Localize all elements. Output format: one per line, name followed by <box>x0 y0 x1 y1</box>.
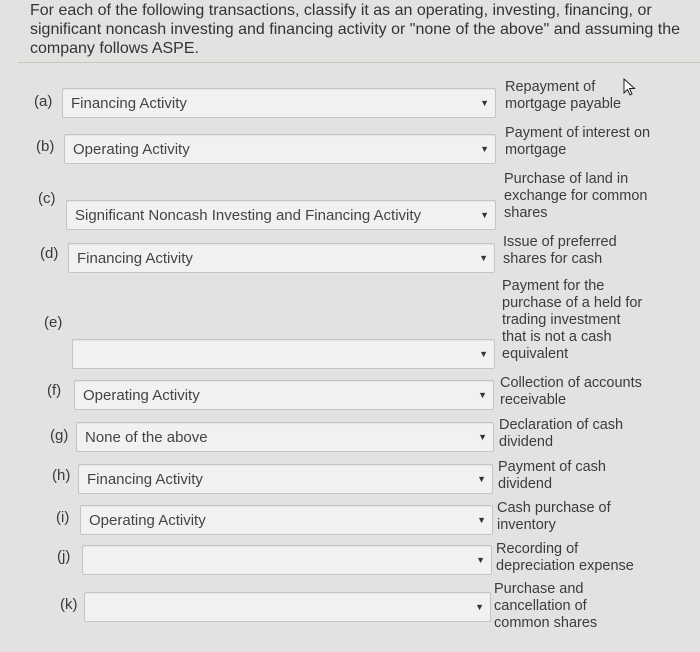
chevron-down-icon: ▼ <box>479 253 488 263</box>
chevron-down-icon: ▼ <box>475 602 484 612</box>
transaction-description: Issue of preferred shares for cash <box>503 234 617 267</box>
transaction-description: Declaration of cash dividend <box>499 417 624 450</box>
chevron-down-icon: ▼ <box>479 349 488 359</box>
selected-value: Financing Activity <box>71 95 187 112</box>
chevron-down-icon: ▼ <box>477 474 486 484</box>
item-letter: (d) <box>40 245 59 262</box>
transaction-description: Payment of cash dividend <box>498 459 606 492</box>
classification-select-e[interactable] <box>72 339 495 369</box>
classification-select-i[interactable] <box>80 505 493 535</box>
transaction-description: Repayment of mortgage payable <box>505 79 622 112</box>
chevron-down-icon: ▼ <box>477 515 486 525</box>
classification-select-c[interactable] <box>66 200 496 230</box>
selected-value: Significant Noncash Investing and Financing Activity <box>75 207 422 224</box>
transaction-description: Payment of interest on mortgage <box>505 125 651 158</box>
item-letter: (f) <box>47 382 62 399</box>
item-letter: (h) <box>52 467 71 484</box>
selected-value: Financing Activity <box>87 471 203 488</box>
classification-select-b[interactable] <box>64 134 496 164</box>
chevron-down-icon: ▼ <box>478 390 487 400</box>
selected-value: Operating Activity <box>73 141 190 158</box>
item-letter: (c) <box>38 190 56 207</box>
transaction-description: Cash purchase of inventory <box>497 500 611 533</box>
transaction-description: Payment for the purchase of a held for trading investment that is not a cash equivalent <box>502 278 643 362</box>
classification-select-f[interactable] <box>74 380 494 410</box>
chevron-down-icon: ▼ <box>480 98 489 108</box>
item-letter: (g) <box>50 427 69 444</box>
classification-select-g[interactable] <box>76 422 494 452</box>
transaction-description: Purchase of land in exchange for common shares <box>504 171 648 221</box>
selected-value: Operating Activity <box>89 512 206 529</box>
chevron-down-icon: ▼ <box>480 144 489 154</box>
classification-select-a[interactable] <box>62 88 496 118</box>
classification-select-j[interactable] <box>82 545 492 575</box>
item-letter: (k) <box>60 596 78 613</box>
item-letter: (j) <box>57 548 71 565</box>
classification-select-k[interactable] <box>84 592 491 622</box>
selected-value: Financing Activity <box>77 250 193 267</box>
question-text: For each of the following transactions, classify it as an operating, investing, financing, or significant noncash investing and financing activity or "none of the above" and assuming the company follows ASPE. <box>30 2 680 57</box>
classification-select-h[interactable] <box>78 464 493 494</box>
chevron-down-icon: ▼ <box>480 210 489 220</box>
mouse-pointer-icon <box>622 78 638 98</box>
divider <box>18 62 700 63</box>
selected-value: None of the above <box>85 429 208 446</box>
chevron-down-icon: ▼ <box>476 555 485 565</box>
chevron-down-icon: ▼ <box>478 432 487 442</box>
transaction-description: Recording of depreciation expense <box>496 541 634 574</box>
item-letter: (b) <box>36 138 55 155</box>
transaction-description: Collection of accounts receivable <box>500 375 642 408</box>
item-letter: (i) <box>56 509 70 526</box>
item-letter: (a) <box>34 93 53 110</box>
classification-select-d[interactable] <box>68 243 495 273</box>
transaction-description: Purchase and cancellation of common shares <box>494 581 598 631</box>
selected-value: Operating Activity <box>83 387 200 404</box>
item-letter: (e) <box>44 314 63 331</box>
